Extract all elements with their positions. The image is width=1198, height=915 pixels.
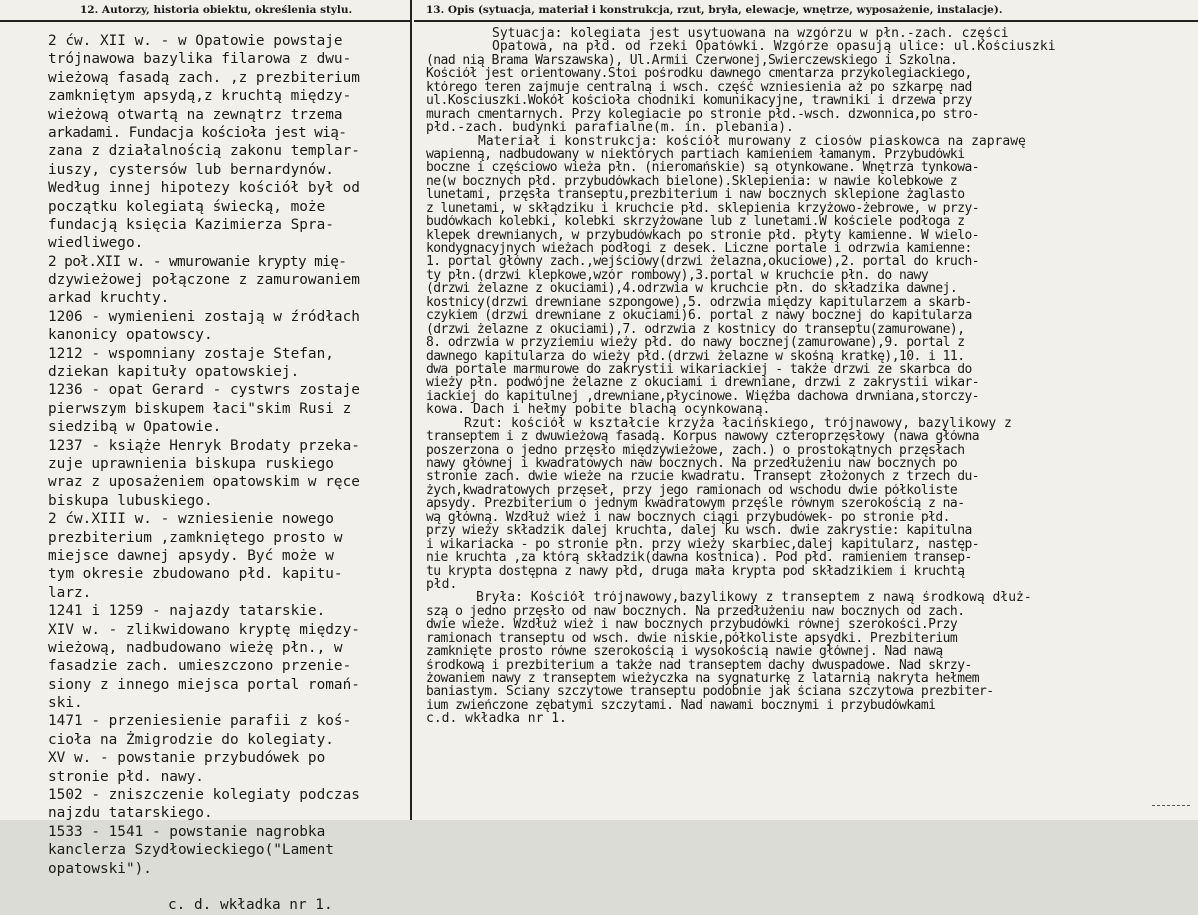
- history-column: [0, 0, 412, 914]
- history-line: tym okresie zbudowano płd. kapitu-: [48, 566, 343, 583]
- history-line: 1237 - książe Henryk Brodaty przeka-: [48, 437, 360, 454]
- description-line: iackiej do kapitulnej ,drewniane,płycinowe. Więźba dachowa drwniana,storczy-: [426, 389, 980, 404]
- history-line: biskupa lubuskiego.: [48, 492, 213, 509]
- description-line: Rzut: kościół w kształcie krzyża łacińskiego, trójnawowy, bazylikowy z: [464, 416, 1012, 431]
- history-line: początku kolegiatą świecką, może: [48, 198, 326, 215]
- history-header: 12. Autorzy, historia obiektu, określenia stylu.: [0, 0, 410, 22]
- description-line: żych,kwadratowych przęseł, przy jego ramionach od wschodu dwie półkoliste: [426, 483, 958, 498]
- description-line: Sytuacja: kolegiata jest usytuowana na wzgórzu w płn.-zach. części: [492, 27, 1009, 41]
- history-line: najzdu tatarskiego.: [48, 805, 213, 822]
- history-line: arkad kruchty.: [48, 290, 170, 307]
- history-line: stronie płd. nawy.: [48, 768, 204, 785]
- description-line: szą o jedno przęsło od naw bocznych. Na przedłużeniu naw bocznych od zach.: [426, 604, 965, 619]
- continuation-note: c.d. wkładka nr 1.: [426, 712, 567, 726]
- history-line: kanonicy opatowscy.: [48, 327, 213, 344]
- history-line: kanclerza Szydłowieckiego("Lament: [48, 842, 334, 859]
- history-line: 2 poł.XII w. - wmurowanie krypty mię-: [48, 253, 347, 270]
- description-line: czykiem (drzwi drewniane z okuciami)6. portal z nawy bocznej do kapitularza: [426, 309, 972, 323]
- history-line: zamkniętym apsydą,z kruchtą między-: [48, 88, 352, 105]
- history-line: trójnawowa bazylika filarowa z dwu-: [48, 51, 352, 68]
- history-line: 2 ćw.XIII w. - wzniesienie nowego: [48, 511, 334, 528]
- history-line: Według innej hipotezy kościół był od: [48, 180, 360, 197]
- description-line: i wikariacka - po stronie płn. przy wieży skarbiec,dalej kapitularz, następ-: [426, 537, 980, 552]
- continuation-note: c. d. wkładka nr 1.: [168, 897, 333, 914]
- history-line: wiedliwego.: [48, 235, 144, 252]
- description-line: 1. portal główny zach.,wejściowy(drzwi żelazna,okuciowe),2. portal do kruch-: [426, 255, 980, 269]
- description-line: nawy głównej i kwadratowych naw bocznych. Na przedłużeniu naw bocznych po: [426, 457, 958, 471]
- description-line: 8. odrzwia w przyziemiu wieży płd. do nawy bocznej(zamurowane),9. portal z: [426, 336, 965, 350]
- history-line: larz.: [48, 584, 92, 601]
- description-line: (drzwi żelazne z okuciami),4.odrzwia w kruchcie płn. do składzika dawnej.: [426, 282, 958, 296]
- history-line: dziekan kapituły opatowskiej.: [48, 364, 300, 381]
- description-line: Kościół jest orientowany.Stoi pośrodku dawnego cmentarza przykolegiackiego,: [426, 67, 972, 81]
- history-line: siony z innego miejsca portal romań-: [48, 676, 360, 693]
- description-line: Opatowa, na płd. od rzeki Opatówki. Wzgórze opasują ulice: ul.Kościuszki: [492, 40, 1056, 54]
- description-line: płd.-zach. budynki parafialne(m. in. plebania).: [426, 121, 794, 135]
- history-line: wieżową, nadbudowano wieżę płn., w: [48, 639, 343, 656]
- description-line: kowa. Dach i hełmy pobite blachą ocynkowaną.: [426, 403, 771, 417]
- history-line: siedzibą w Opatowie.: [48, 419, 222, 436]
- description-line: płd.: [426, 577, 458, 592]
- history-line: miejsce dawnej apsydy. Być może w: [48, 547, 334, 564]
- history-line: [48, 878, 410, 896]
- description-line: poszerzona o jedno przęsło międzywieżowe, zach.) o prostokątnych przęsłach: [426, 443, 965, 457]
- history-line: 1236 - opat Gerard - cystwrs zostaje: [48, 382, 360, 399]
- description-line: wapienną, nadbudowany w niektórych partiach kamieniem łamanym. Przybudówki: [426, 147, 965, 162]
- description-line: dwa portale marmurowe do zakrystii wikariackiej - także drzwi ze skarbca do: [426, 362, 972, 377]
- history-line: 1502 - zniszczenie kolegiaty podczas: [48, 787, 360, 804]
- history-line: pierwszym biskupem łaci"skim Rusi z: [48, 400, 352, 417]
- description-line: ty płn.(drzwi klepkowe,wzór rombowy),3.portal w kruchcie płn. do nawy: [426, 268, 929, 283]
- history-line: 1533 - 1541 - powstanie nagrobka: [48, 823, 326, 840]
- history-line: wieżową fasadą zach. ,z prezbiterium: [48, 69, 360, 86]
- description-column: [414, 0, 1198, 820]
- description-line: lunetami, przęsła transeptu,prezbiterium i naw bocznych sklepione żaglasto: [426, 188, 965, 202]
- dashed-mark: [1152, 805, 1190, 806]
- description-line: budówkach kolebki, kolebki skrzyżowane lub z lunetami.W kościele podłoga z: [426, 215, 965, 229]
- description-line: ul.Kosciuszki.Wokół kościoła chodniki komunikacyjne, trawniki i drzewa przy: [426, 94, 972, 108]
- history-line: XIV w. - zlikwidowano kryptę między-: [48, 621, 360, 638]
- history-line: 1206 - wymienieni zostają w źródłach: [48, 308, 360, 325]
- history-line: cioła na Żmigrodzie do kolegiaty.: [48, 731, 334, 748]
- history-line: fasadzie zach. umieszczono przenie-: [48, 658, 352, 675]
- description-line: przy wieży składzik dalej kruchta, dalej ku wsch. dwie zakrystie: kapitulna: [426, 524, 972, 538]
- history-line: wraz z uposażeniem opatowskim w ręce: [48, 474, 360, 491]
- history-text: [48, 32, 410, 915]
- description-line: Bryła: Kościół trójnawowy,bazylikowy z transeptem z nawą środkową dłuż-: [476, 591, 1032, 605]
- history-line: prezbiterium ,zamkniętego prosto w: [48, 529, 343, 546]
- description-line: transeptem i z dwuwieżową fasadą. Korpus nawowy czteroprzęsłowy (nawa główna: [426, 430, 980, 444]
- description-text: [426, 27, 1196, 726]
- description-line: ne(w bocznych płd. przybudówkach bielone).Sklepienia: w nawie kolebkowe z: [426, 174, 958, 189]
- description-line: zamknięte prosto równe szerokością i wysokością nawie głównej. Nad nawą: [426, 645, 943, 659]
- description-line: którego teren zajmuje centralną i wsch. część wzniesienia aż po szkarpę nad: [426, 80, 972, 95]
- history-line: 1241 i 1259 - najazdy tatarskie.: [48, 603, 326, 620]
- description-line: apsydy. Prezbiterium o jednym kwadratowym przęśle równym szerokością z na-: [426, 497, 965, 511]
- description-line: baniastym. Sciany szczytowe transeptu podobnie jak ściana szczytowa prezbiter-: [426, 685, 994, 699]
- description-line: wieży płn. podwójne żelazne z okuciami i drewniane, drzwi z zakrystii wikar-: [426, 376, 980, 390]
- description-line: (nad nią Brama Warszawska), Ul.Armii Czerwonej,Swierczewskiego i Szkolna.: [426, 53, 958, 68]
- history-line: zana z działalnością zakonu templar-: [48, 143, 360, 160]
- description-line: kostnicy(drzwi drewniane szpongowe),5. odrzwia między kapitularzem a skarb-: [426, 295, 972, 310]
- history-line: XV w. - powstanie przybudówek po: [48, 750, 326, 767]
- description-line: ramionach transeptu od wsch. dwie niskie,półkoliste apsydki. Prezbiterium: [426, 631, 958, 646]
- description-line: boczne i częściowo wieża płn. (nieromańskie) są otynkowane. Wnętrza tynkowa-: [426, 161, 980, 175]
- description-line: żowaniem nawy z transeptem wieżyczka na sygnaturkę z latarnią nakryta hełmem: [426, 672, 980, 686]
- description-line: (drzwi żelazne z okuciami),7. odrzwia z kostnicy do transeptu(zamurowane),: [426, 322, 965, 337]
- history-line: wieżową otwartą na zewnątrz trzema: [48, 106, 343, 123]
- description-line: kondygnacyjnych wieżach podłogi z desek. Liczne portale i odrzwia kamienne:: [426, 242, 972, 256]
- history-line: dzywieżowej połączone z zamurowaniem: [48, 272, 360, 289]
- description-line: Materiał i konstrukcja: kościół murowany z ciosów piaskowca na zaprawę: [478, 134, 1026, 148]
- description-line: wą główną. Wzdłuż wież i naw bocznych ciągi przybudówek- po stronie płd.: [426, 510, 950, 525]
- description-line: dawnego kapitularza do wieży płd.(drzwi żelazne w skośną kratkę),10. i 11.: [426, 349, 965, 363]
- history-line: arkadami. Fundacja kościoła jest wią-: [48, 124, 347, 141]
- description-line: tu krypta dostępna z nawy płd, druga mała krypta pod składzikiem i kruchtą: [426, 564, 965, 578]
- history-line: ski.: [48, 695, 83, 712]
- description-line: stronie zach. dwie wieże na rzucie kwadratu. Transept złożonych z trzech du-: [426, 470, 980, 484]
- history-line: iuszy, cystersów lub bernardynów.: [48, 161, 334, 178]
- history-line: zuje uprawnienia biskupa ruskiego: [48, 455, 334, 472]
- history-line: 2 ćw. XII w. - w Opatowie powstaje: [48, 33, 343, 49]
- description-line: klepek drewnianych, w przybudówkach po stronie płd. płyty kamienne. W wielo-: [426, 228, 980, 242]
- history-line: fundacją księcia Kazimierza Spra-: [48, 216, 334, 233]
- description-line: środkową i prezbiterium a także nad transeptem dachy dwuspadowe. Nad skrzy-: [426, 658, 972, 672]
- description-line: murach cmentarnych. Przy kolegiacie po stronie płd.-wsch. dzwonnica,po stro-: [426, 107, 980, 122]
- description-header: 13. Opis (sytuacja, materiał i konstrukcja, rzut, bryła, elewacje, wnętrze, wyposażenie, instalacje).: [414, 0, 1198, 22]
- history-line: 1212 - wspomniany zostaje Stefan,: [48, 345, 334, 362]
- description-line: ium zwieńczone zębatymi szczytami. Nad nawami bocznymi i przybudówkami: [426, 698, 936, 713]
- description-line: dwie wieże. Wzdłuż wież i naw bocznych przybudówki równej szerokości.Przy: [426, 618, 958, 632]
- description-line: nie kruchta ,za którą składzik(dawna kostnica). Pod płd. ramieniem transep-: [426, 551, 972, 565]
- description-line: z lunetami, w skłądziku i kruchcie płd. sklepienia krzyżowo-żebrowe, w przy-: [426, 201, 980, 216]
- history-line: 1471 - przeniesienie parafii z koś-: [48, 713, 352, 730]
- history-line: opatowski").: [48, 860, 152, 877]
